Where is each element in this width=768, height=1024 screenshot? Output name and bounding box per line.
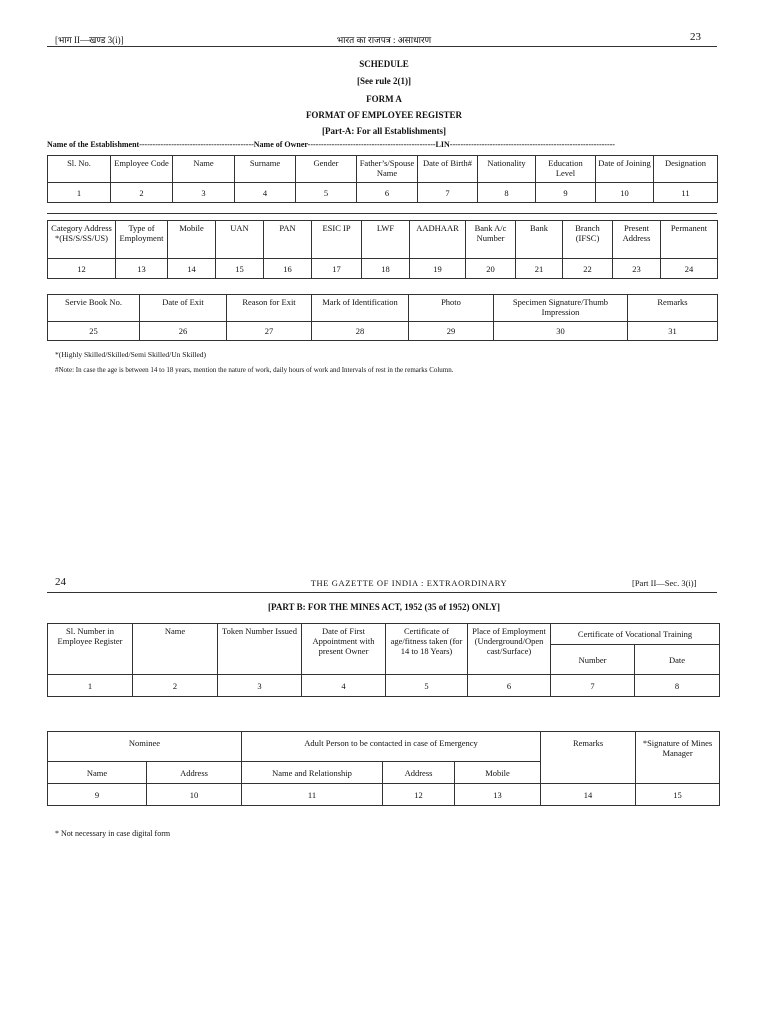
col-header: Servie Book No. — [48, 295, 140, 322]
col-number: 11 — [242, 784, 383, 806]
col-number: 22 — [563, 259, 613, 279]
col-number: 9 — [536, 183, 596, 203]
col-header: Name — [133, 624, 218, 675]
col-number: 8 — [635, 675, 720, 697]
schedule-title: SCHEDULE — [359, 59, 409, 69]
nominee-emergency-table — [47, 731, 720, 806]
col-number: 29 — [409, 322, 494, 341]
col-number: 21 — [516, 259, 563, 279]
col-number: 18 — [362, 259, 410, 279]
col-number: 4 — [235, 183, 296, 203]
col-number: 30 — [494, 322, 628, 341]
col-header: Photo — [409, 295, 494, 322]
col-header: Reason for Exit — [227, 295, 312, 322]
header-divider — [47, 592, 717, 593]
col-number: 12 — [48, 259, 116, 279]
part-b-title: [PART B: FOR THE MINES ACT, 1952 (35 of 1952) ONLY] — [268, 602, 500, 612]
col-header: Sl. No. — [48, 156, 111, 183]
col-header: Bank A/c Number — [466, 221, 516, 259]
col-number: 15 — [216, 259, 264, 279]
age-note: #Note: In case the age is between 14 to 18 years, mention the nature of work, daily hours of work and Intervals of rest in the remarks Column. — [55, 366, 454, 374]
col-subheader: Name — [48, 762, 147, 784]
nominee-header: Nominee — [48, 732, 242, 762]
col-header: Mark of Identification — [312, 295, 409, 322]
col-number: 11 — [654, 183, 718, 203]
col-header: Remarks — [628, 295, 718, 322]
col-header: Nationality — [478, 156, 536, 183]
col-header: Date of Birth# — [418, 156, 478, 183]
col-header: Permanent — [661, 221, 718, 259]
mines-register-table — [47, 623, 720, 697]
col-header: Certificate of age/fitness taken (for 14 to 18 Years) — [386, 624, 468, 675]
col-number: 14 — [541, 784, 636, 806]
col-header: Sl. Number in Employee Register — [48, 624, 133, 675]
skill-note: *(Highly Skilled/Skilled/Semi Skilled/Un Skilled) — [55, 350, 207, 359]
col-number: 8 — [478, 183, 536, 203]
col-number: 23 — [613, 259, 661, 279]
col-number: 6 — [468, 675, 551, 697]
col-header: Branch (IFSC) — [563, 221, 613, 259]
col-number: 26 — [140, 322, 227, 341]
col-number: 13 — [116, 259, 168, 279]
col-number: 13 — [455, 784, 541, 806]
col-number: 5 — [386, 675, 468, 697]
col-header: LWF — [362, 221, 410, 259]
col-header: Date of First Appointment with present Owner — [302, 624, 386, 675]
col-number: 31 — [628, 322, 718, 341]
emergency-contact-header: Adult Person to be contacted in case of Emergency — [242, 732, 541, 762]
col-header: Token Number Issued — [218, 624, 302, 675]
col-subheader: Address — [383, 762, 455, 784]
col-number: 25 — [48, 322, 140, 341]
header-left: [भाग II—खण्ड 3(i)] — [55, 35, 124, 45]
col-header: Employee Code — [111, 156, 173, 183]
col-subheader: Date — [635, 645, 720, 675]
col-number: 9 — [48, 784, 147, 806]
col-number: 1 — [48, 183, 111, 203]
col-header: Father’s/Spouse Name — [357, 156, 418, 183]
col-number: 6 — [357, 183, 418, 203]
col-number: 12 — [383, 784, 455, 806]
col-header: Education Level — [536, 156, 596, 183]
footnote: * Not necessary in case digital form — [55, 829, 171, 838]
col-header: Surname — [235, 156, 296, 183]
col-number: 7 — [418, 183, 478, 203]
col-header: Category Address *(HS/S/SS/US) — [48, 221, 116, 259]
col-header: Date of Joining — [596, 156, 654, 183]
vocational-training-header: Certificate of Vocational Training — [551, 624, 720, 645]
col-number: 10 — [596, 183, 654, 203]
col-number: 15 — [636, 784, 720, 806]
col-number: 14 — [168, 259, 216, 279]
col-number: 1 — [48, 675, 133, 697]
col-number: 2 — [111, 183, 173, 203]
col-header: Mobile — [168, 221, 216, 259]
col-header: Present Address — [613, 221, 661, 259]
section-header: [Part II—Sec. 3(i)] — [632, 578, 697, 588]
col-number: 4 — [302, 675, 386, 697]
format-title: FORMAT OF EMPLOYEE REGISTER — [305, 110, 463, 120]
col-header: Gender — [296, 156, 357, 183]
page-number: 23 — [690, 31, 701, 43]
col-header: UAN — [216, 221, 264, 259]
col-header: ESIC IP — [312, 221, 362, 259]
col-header: Specimen Signature/Thumb Impression — [494, 295, 628, 322]
col-number: 19 — [410, 259, 466, 279]
col-number: 28 — [312, 322, 409, 341]
employee-register-table-2 — [47, 220, 718, 279]
establishment-line: Name of the Establishment-------------------------------------------Name of Owner------------------------------------------------LIN-------------------------------------------------------------- — [47, 140, 615, 149]
part-a-title: [Part-A: For all Establishments] — [321, 126, 447, 136]
col-header: Name — [173, 156, 235, 183]
gazette-header: THE GAZETTE OF INDIA : EXTRAORDINARY — [310, 578, 508, 588]
col-subheader: Number — [551, 645, 635, 675]
header-divider — [47, 46, 717, 47]
col-number: 3 — [173, 183, 235, 203]
employee-register-table-3 — [47, 294, 718, 341]
see-rule: [See rule 2(1)] — [357, 76, 411, 86]
col-number: 7 — [551, 675, 635, 697]
col-number: 2 — [133, 675, 218, 697]
remarks-header: Remarks — [541, 732, 636, 784]
employee-register-table-1 — [47, 155, 718, 203]
col-header: Type of Employment — [116, 221, 168, 259]
page-number: 24 — [55, 576, 66, 588]
col-subheader: Mobile — [455, 762, 541, 784]
header-center: भारत का राजपत्र : असाधारण — [336, 35, 432, 45]
col-subheader: Name and Relationship — [242, 762, 383, 784]
col-header: PAN — [264, 221, 312, 259]
col-header: AADHAAR — [410, 221, 466, 259]
col-number: 10 — [147, 784, 242, 806]
form-title: FORM A — [366, 94, 402, 104]
col-number: 17 — [312, 259, 362, 279]
col-header: Place of Employment (Underground/Open cast/Surface) — [468, 624, 551, 675]
col-number: 24 — [661, 259, 718, 279]
col-header: Date of Exit — [140, 295, 227, 322]
col-number: 16 — [264, 259, 312, 279]
col-number: 20 — [466, 259, 516, 279]
col-header: Designation — [654, 156, 718, 183]
col-subheader: Address — [147, 762, 242, 784]
signature-header: *Signature of Mines Manager — [636, 732, 720, 784]
col-number: 5 — [296, 183, 357, 203]
section-divider — [47, 213, 717, 214]
col-header: Bank — [516, 221, 563, 259]
col-number: 3 — [218, 675, 302, 697]
col-number: 27 — [227, 322, 312, 341]
